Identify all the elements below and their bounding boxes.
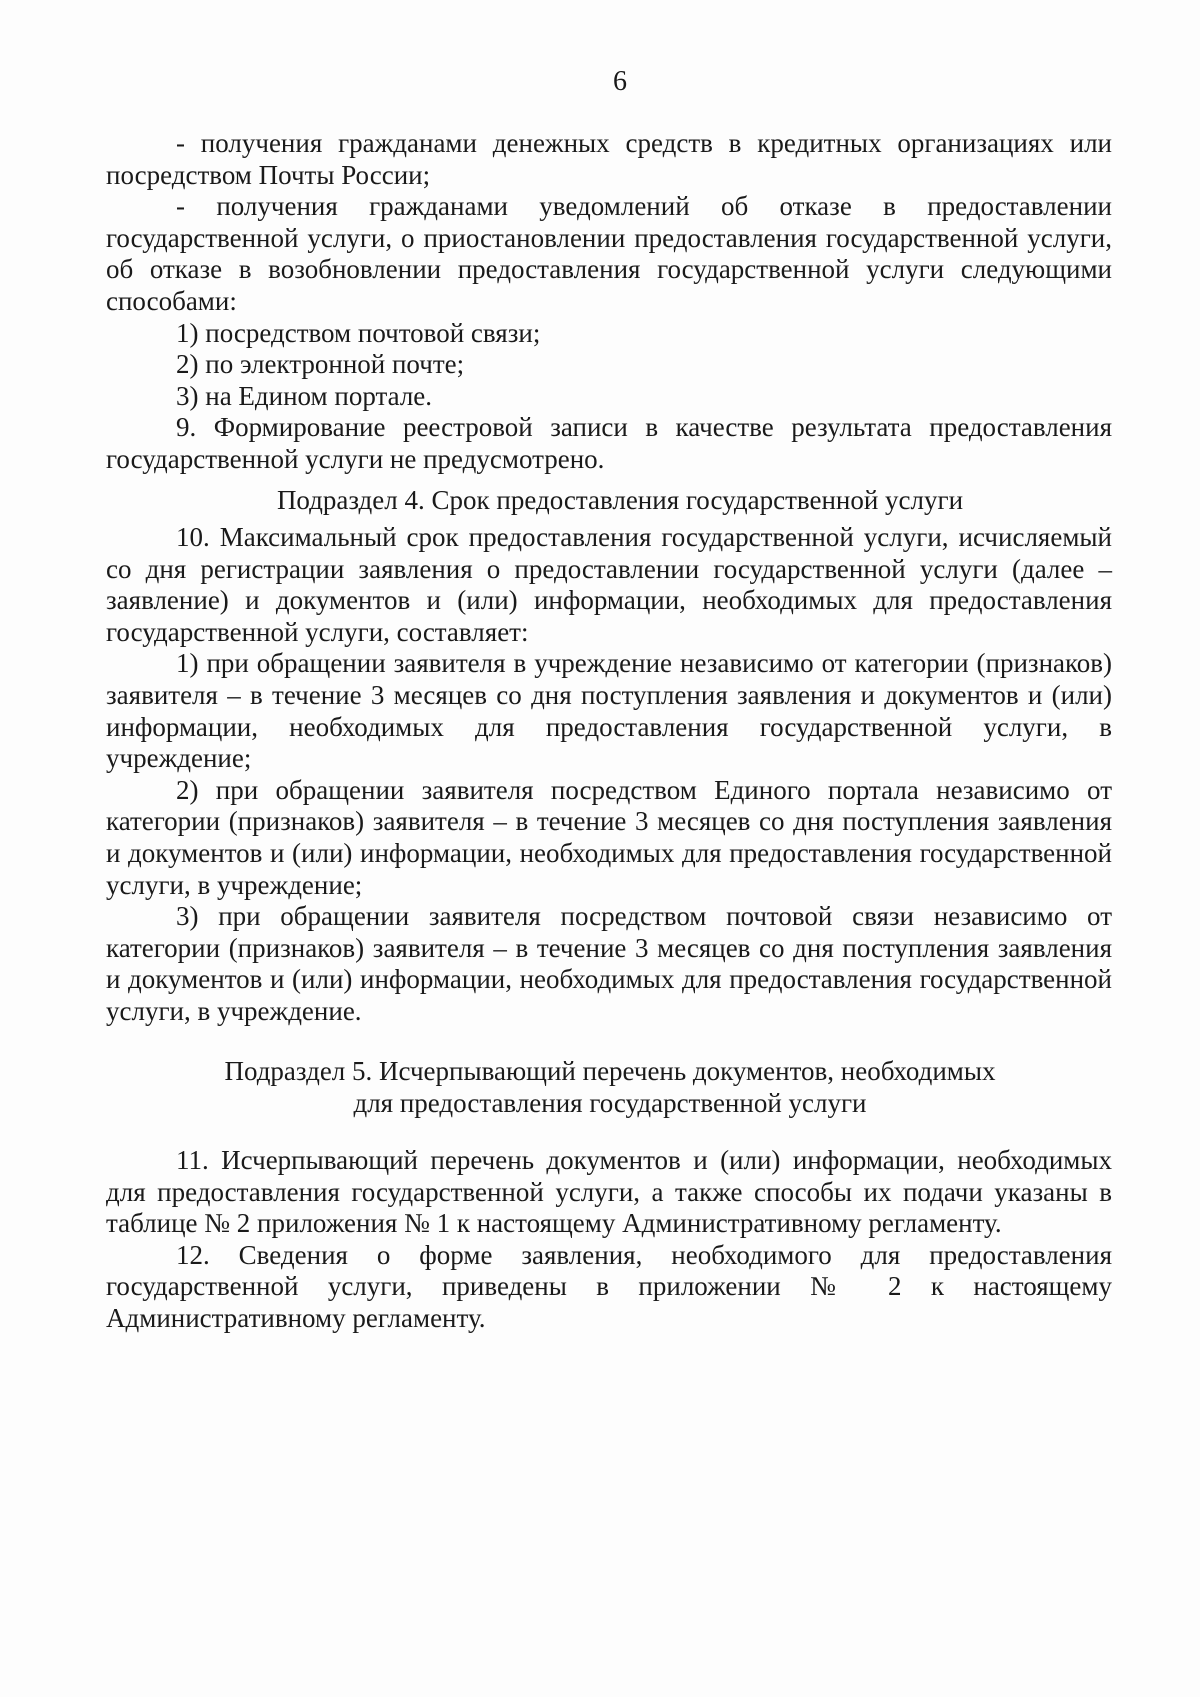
subsection-4-heading: Подраздел 4. Срок предоставления государственной услуги: [276, 485, 964, 515]
list-item-email: 2) по электронной почте;: [176, 349, 465, 380]
paragraph-9: 9. Формирование реестровой записи в качестве результата предоставления государственной услуги не предусмотрено.: [106, 412, 1112, 474]
subsection-5-heading-wrap: [0, 1056, 1200, 1119]
paragraph-money-receipt: - получения гражданами денежных средств в кредитных организациях или посредством Почты России;: [106, 128, 1112, 190]
section-service-term: [106, 522, 1112, 1028]
subsection-5-heading-line2: для предоставления государственной услуги: [353, 1087, 867, 1118]
list-item-unified-portal: 2) при обращении заявителя посредством Единого портала независимо от категории (признаков) заявителя – в течение 3 месяцев со дня поступления заявления и документов и (или) информации, необходимых для предоставления государственной услуги, в учреждение;: [106, 774, 1112, 900]
page-number: 6: [613, 66, 627, 97]
paragraph-10: 10. Максимальный срок предоставления государственной услуги, исчисляемый со дня регистрации заявления о предоставлении государственной услуги (далее – заявление) и документов и (или) информации, необходимых для предоставления государственной услуги, составляет:: [106, 522, 1112, 647]
list-item-postal: 1) посредством почтовой связи;: [176, 317, 541, 348]
list-item-institution: 1) при обращении заявителя в учреждение независимо от категории (признаков) заявителя – в течение 3 месяцев со дня поступления заявления и документов и (или) информации, необходимых для предоставления государственной услуги, в учреждение;: [106, 648, 1112, 774]
paragraph-12: 12. Сведения о форме заявления, необходимого для предоставления государственной услуги, приведены в приложении № 2 к настоящему Административному регламенту.: [106, 1239, 1112, 1333]
subsection-4-heading-wrap: [0, 485, 1200, 517]
list-item-portal: 3) на Едином портале.: [176, 380, 433, 411]
section-documents: [106, 1145, 1112, 1335]
list-item-postal-service: 3) при обращении заявителя посредством почтовой связи независимо от категории (признаков) заявителя – в течение 3 месяцев со дня поступления заявления и документов и (или) информации, необходимых для предоставления государственной услуги, в учреждение.: [106, 901, 1112, 1026]
subsection-5-heading-line1: Подраздел 5. Исчерпывающий перечень документов, необходимых: [224, 1056, 996, 1086]
section-results-delivery: [106, 128, 1112, 476]
paragraph-11: 11. Исчерпывающий перечень документов и (или) информации, необходимых для предоставления государственной услуги, а также способы их подачи указаны в таблице № 2 приложения № 1 к настоящему Административному регламенту.: [106, 1145, 1112, 1239]
paragraph-notifications: - получения гражданами уведомлений об отказе в предоставлении государственной услуги, о приостановлении предоставления государственной услуги, об отказе в возобновлении предоставления государственной услуги следующими способами:: [106, 191, 1112, 316]
